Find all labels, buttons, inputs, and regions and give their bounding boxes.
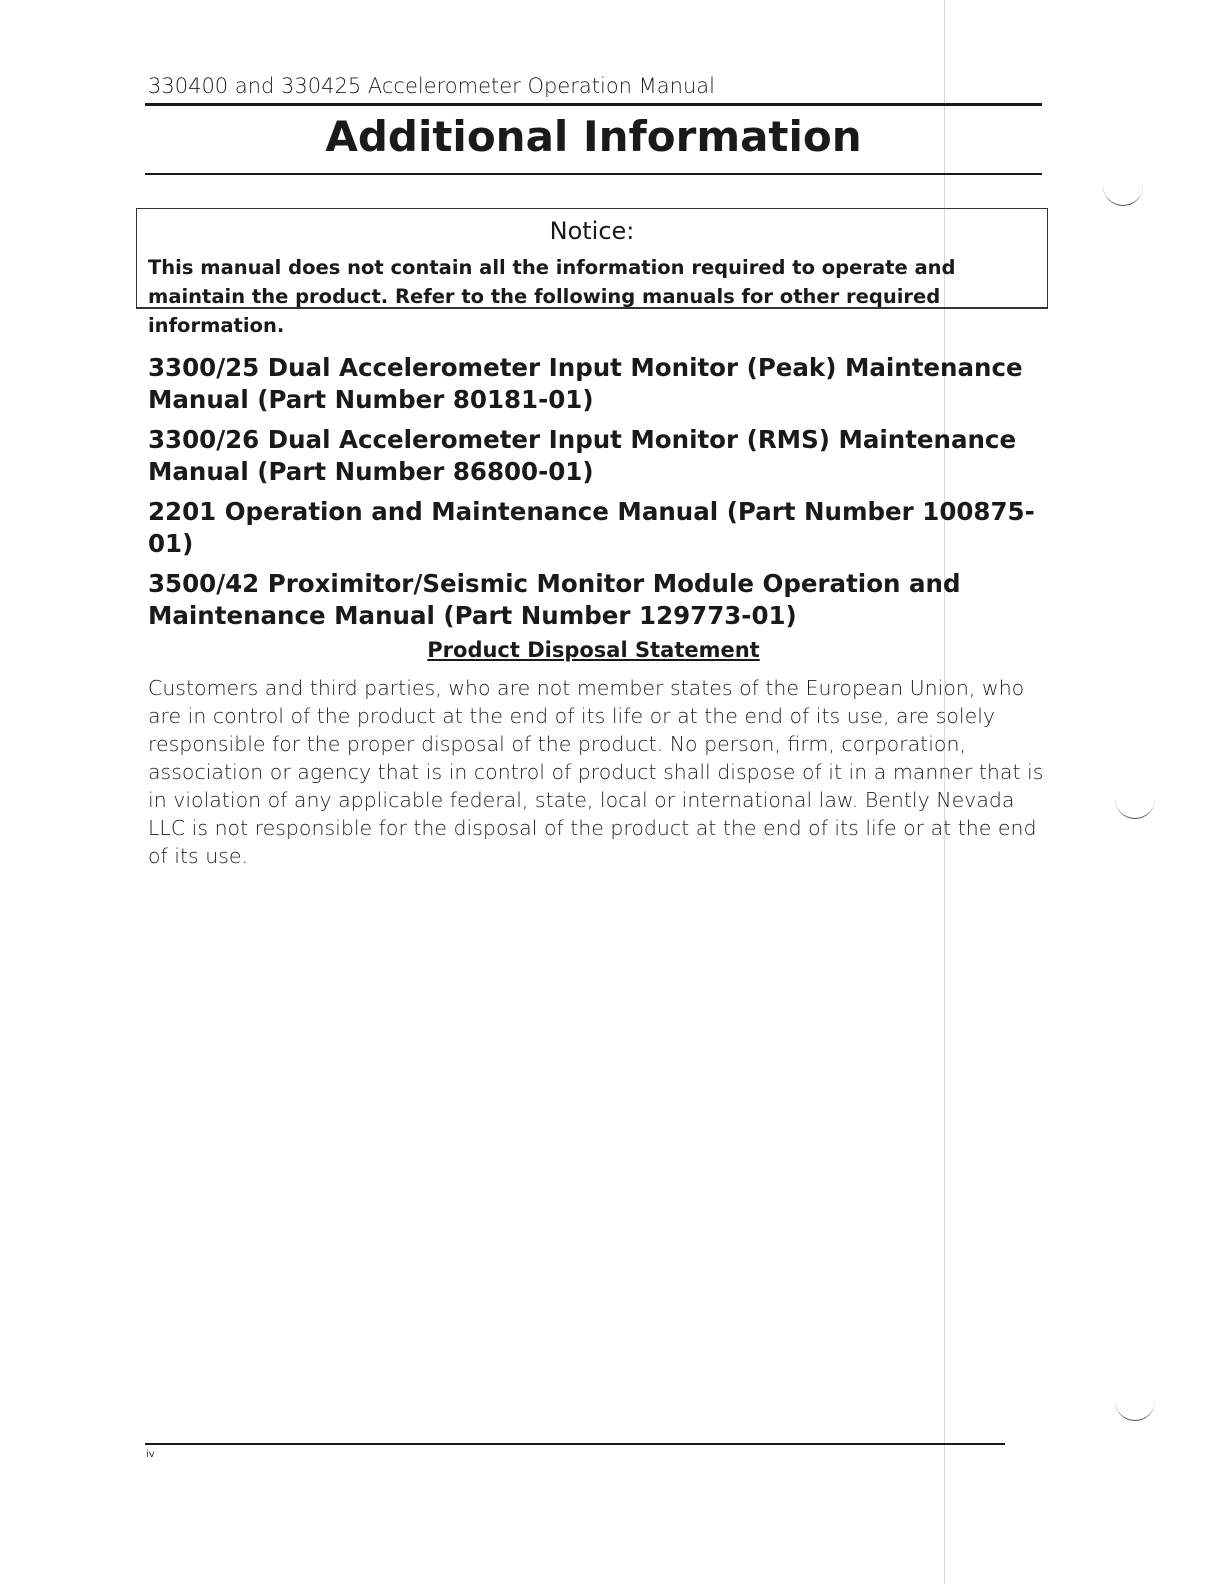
manual-item: 3300/26 Dual Accelerometer Input Monitor (RMS) Maintenance Manual (Part Number 86800-01) <box>148 425 1017 486</box>
manual-list <box>148 352 1048 640</box>
title-rule <box>145 173 1042 175</box>
notice-box <box>136 208 1048 337</box>
manual-item: 2201 Operation and Maintenance Manual (Part Number 100875-01) <box>148 497 1035 558</box>
disposal-heading: Product Disposal Statement <box>427 638 760 662</box>
page-title: Additional Information <box>325 112 862 161</box>
punch-hole-mark <box>1115 796 1155 819</box>
notice-title: Notice: <box>549 217 635 245</box>
punch-hole-mark <box>1103 183 1143 206</box>
manual-item: 3300/25 Dual Accelerometer Input Monitor (Peak) Maintenance Manual (Part Number 80181-01) <box>148 353 1023 414</box>
manual-item: 3500/42 Proximitor/Seismic Monitor Module Operation and Maintenance Manual (Part Number 129773-01) <box>148 569 961 630</box>
disposal-text: Customers and third parties, who are not member states of the European Union, who are in control of the product at the end of its life or at the end of its use, are solely responsible for the proper disposal of the product. No person, firm, corporation, association or agency that is in control of product shall dispose of it in a manner that is in violation of any applicable federal, state, local or international law. Bently Nevada LLC is not responsible for the disposal of the product at the end of its life or at the end of its use. <box>148 676 1044 868</box>
running-header: 330400 and 330425 Accelerometer Operation Manual <box>148 74 715 98</box>
punch-hole-mark <box>1115 1398 1155 1421</box>
notice-text: This manual does not contain all the information required to operate and maintain the product. Refer to the following manuals for other required information. <box>148 256 956 337</box>
header-rule <box>145 103 1042 106</box>
page-number: iv <box>146 1449 155 1460</box>
footer-rule <box>145 1443 1005 1445</box>
